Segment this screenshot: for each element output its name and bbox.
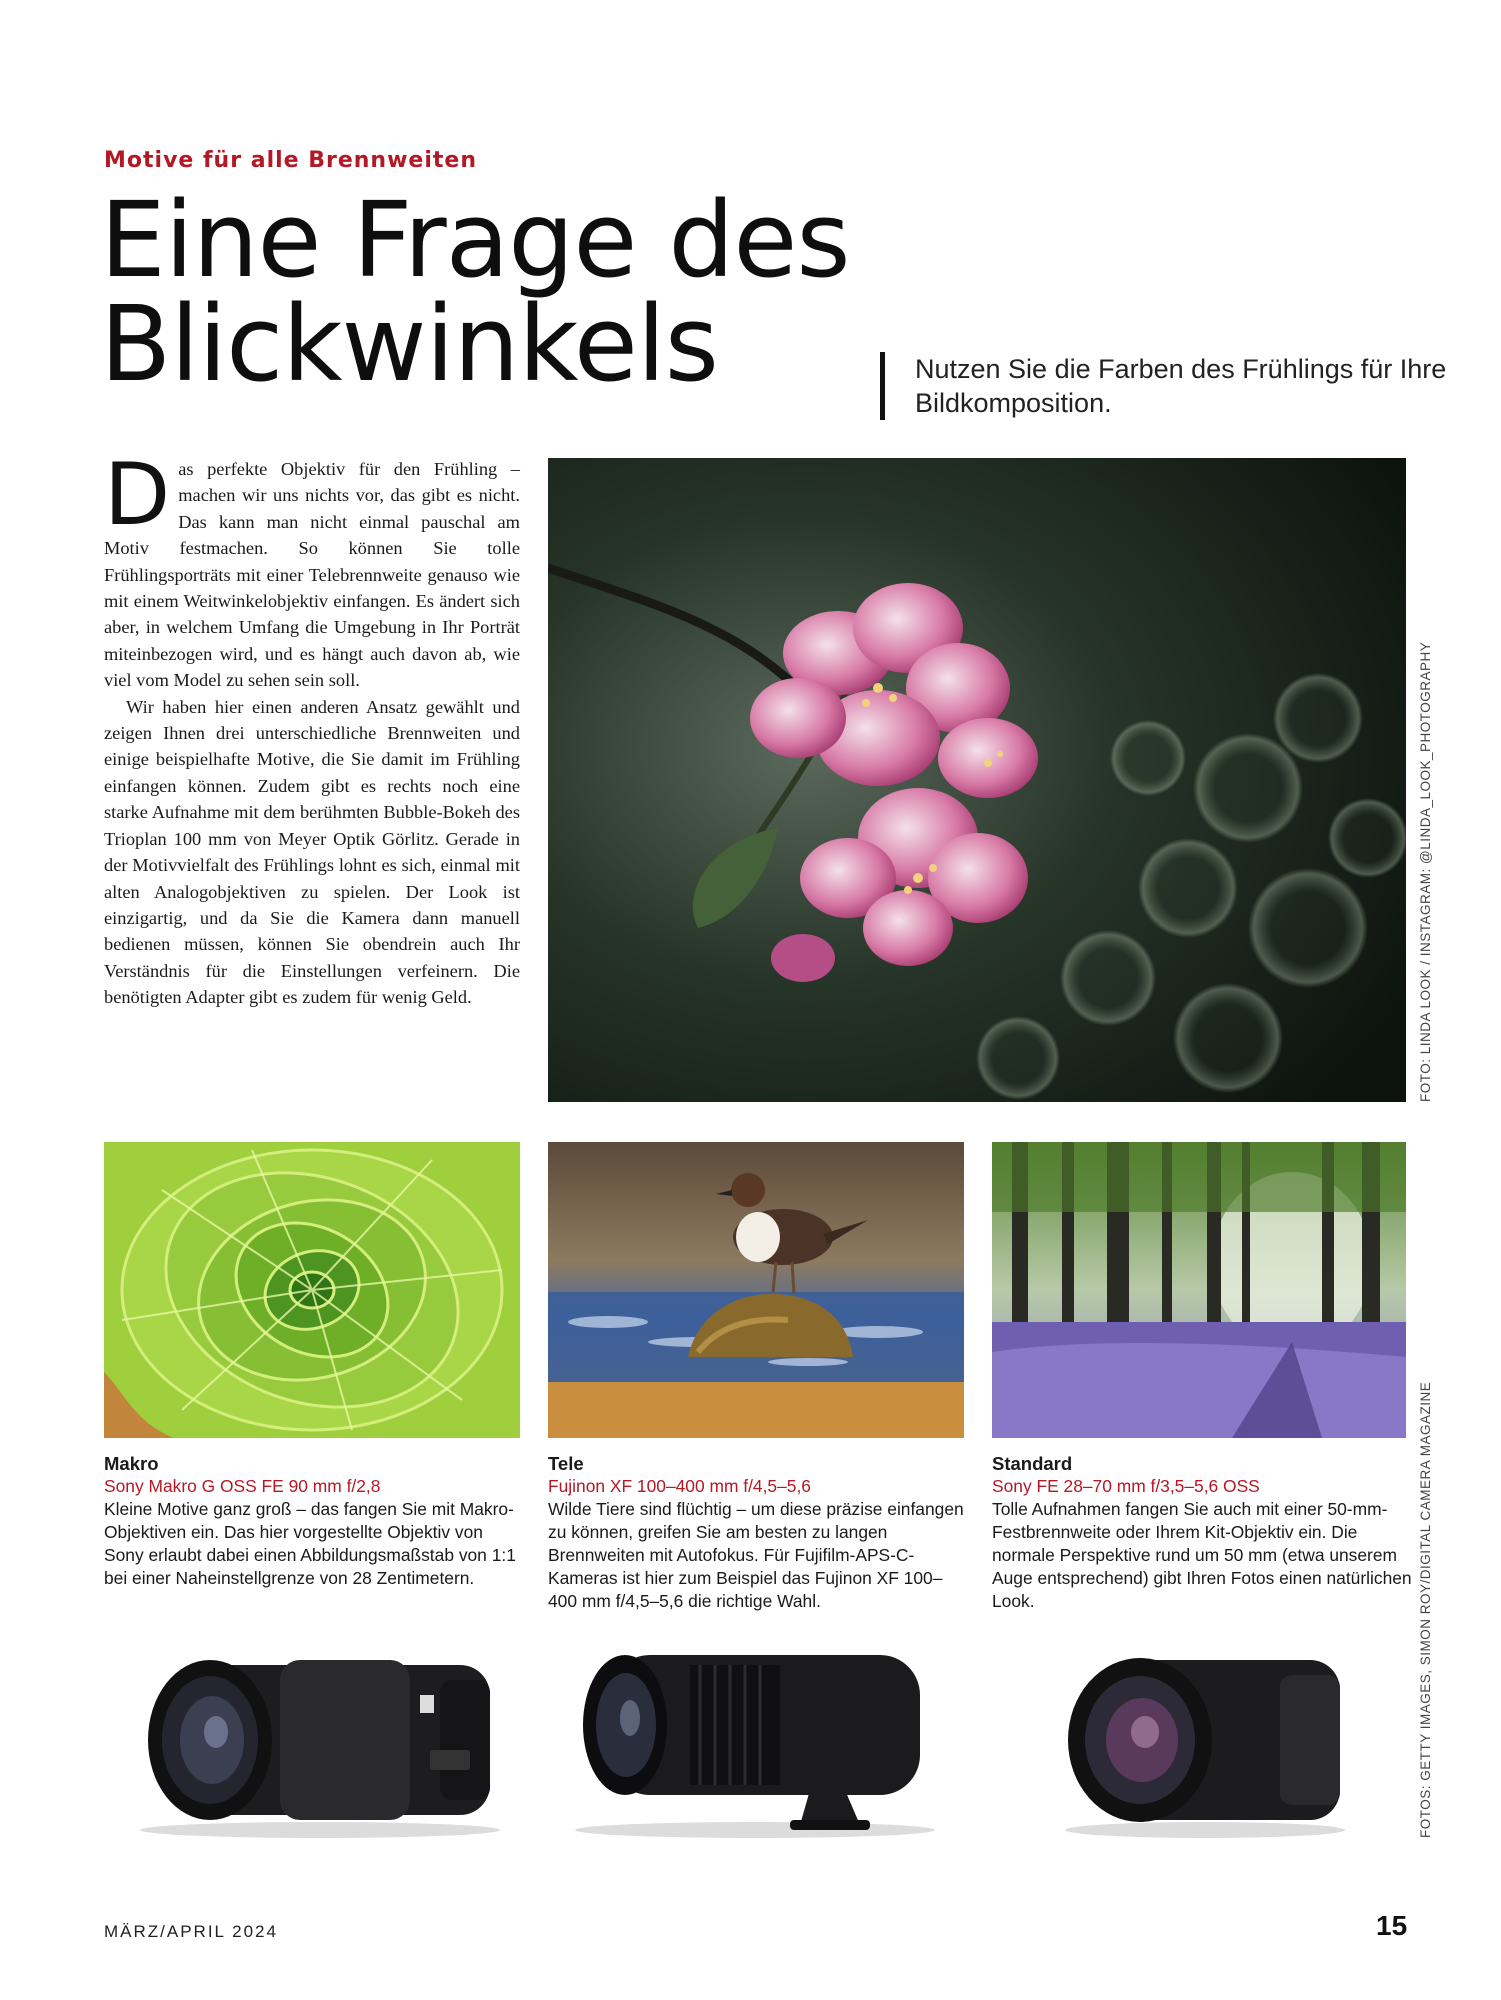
standard-photo-forest xyxy=(992,1142,1406,1438)
section-kicker: Motive für alle Brennweiten xyxy=(104,148,477,173)
lens-illustration-tele xyxy=(560,1640,950,1840)
hero-photo-credit: FOTO: LINDA LOOK / INSTAGRAM: @LINDA_LOOK_PHOTOGRAPHY xyxy=(1418,641,1433,1102)
lens-image-sony-standard xyxy=(1050,1640,1360,1840)
drop-cap: D xyxy=(104,445,171,545)
caption-makro xyxy=(104,1452,524,1590)
page-number: 15 xyxy=(1376,1910,1408,1941)
blossom-illustration xyxy=(548,458,1406,1102)
article-body xyxy=(104,445,520,1011)
caption-standard-model: Sony FE 28–70 mm f/3,5–5,6 OSS xyxy=(992,1476,1260,1496)
lens-illustration-makro xyxy=(130,1640,510,1840)
caption-makro-title: Makro xyxy=(104,1453,159,1474)
body-paragraph-1 xyxy=(104,445,520,694)
caption-standard-title: Standard xyxy=(992,1453,1073,1474)
lens-image-sony-makro xyxy=(130,1640,510,1840)
caption-standard xyxy=(992,1452,1412,1613)
hero-photo-blossom xyxy=(548,458,1406,1102)
makro-photo-succulent xyxy=(104,1142,520,1438)
forest-illustration xyxy=(992,1142,1406,1438)
body-paragraph-2: Wir haben hier einen anderen Ansatz gewählt und zeigen Ihnen drei unterschiedliche Brennweiten und einige beispielhafte Motive, die Sie damit im Frühling einfangen können. Zudem gibt es rechts noch eine starke Aufnahme mit dem berühmten Bubble-Bokeh des Trioplan 100 mm von Meyer Optik Görlitz. Gerade in der Motivvielfalt des Frühlings lohnt es sich, einmal mit alten Analogobjektiven zu spielen. Der Look ist einzigartig, und da Sie die Kamera dann manuell bedienen müssen, können Sie obendrein auch Ihr Verständnis für die Einstellungen verfeinern. Die benötigten Adapter gibt es zudem für wenig Geld. xyxy=(104,696,520,1008)
headline-line-1: Eine Frage des xyxy=(100,179,850,301)
lens-illustration-standard xyxy=(1050,1640,1360,1840)
paragraph-1-text: as perfekte Objektiv für den Frühling – machen wir uns nichts vor, das gibt es nicht. Das kann man nicht einmal pauschal am Motiv festmachen. So können Sie tolle Frühlingsporträts mit einer Telebrennweite genauso wie mit einem Weitwinkelobjektiv einfangen. Es ändert sich aber, in welchem Umfang die Umgebung in Ihr Porträt miteinbezogen wird, und es hängt auch davon ab, wie viel vom Model zu sehen sein soll. xyxy=(104,459,520,691)
succulent-illustration xyxy=(104,1142,520,1438)
bottom-photo-credit: FOTOS: GETTY IMAGES, SIMON ROY/DIGITAL CAMERA MAGAZINE xyxy=(1418,1381,1433,1838)
headline-line-2: Blickwinkels xyxy=(100,283,718,405)
article-subtitle: Nutzen Sie die Farben des Frühlings für Ihre Bildkomposition. xyxy=(880,352,1475,420)
bird-illustration xyxy=(548,1142,964,1438)
caption-makro-model: Sony Makro G OSS FE 90 mm f/2,8 xyxy=(104,1476,381,1496)
caption-standard-text: Tolle Aufnahmen fangen Sie auch mit einer 50-mm-Festbrennweite oder Ihrem Kit-Objektiv ein. Die normale Perspektive rund um 50 mm (etwa unserem Auge entsprechend) gibt Ihren Fotos einen natürlichen Look. xyxy=(992,1499,1412,1611)
issue-date: MÄRZ/APRIL 2024 xyxy=(104,1922,278,1941)
caption-tele-model: Fujinon XF 100–400 mm f/4,5–5,6 xyxy=(548,1476,811,1496)
tele-photo-dipper xyxy=(548,1142,964,1438)
caption-tele-title: Tele xyxy=(548,1453,584,1474)
lens-image-fujinon-tele xyxy=(560,1640,950,1840)
caption-tele-text: Wilde Tiere sind flüchtig – um diese präzise einfangen zu können, greifen Sie am besten zu langen Brennweiten mit Autofokus. Für Fujifilm-APS-C-Kameras ist hier zum Beispiel das Fujinon XF 100–400 mm f/4,5–5,6 die richtige Wahl. xyxy=(548,1499,964,1611)
caption-makro-text: Kleine Motive ganz groß – das fangen Sie mit Makro-Objektiven ein. Das hier vorgestellte Objektiv von Sony erlaubt dabei einen Abbildungsmaßstab von 1:1 bei einer Naheinstellgrenze von 28 Zentimetern. xyxy=(104,1499,516,1588)
article-headline xyxy=(100,179,1000,405)
caption-tele xyxy=(548,1452,968,1613)
